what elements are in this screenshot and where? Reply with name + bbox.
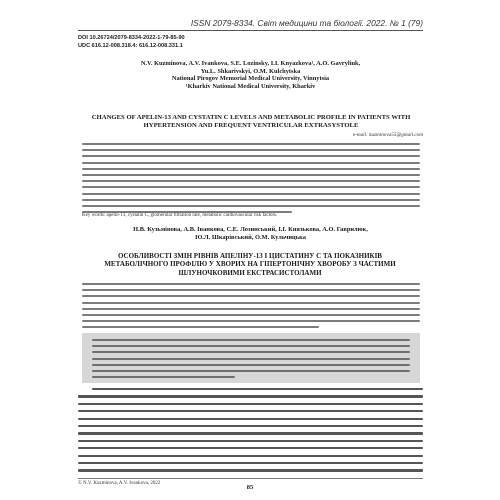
affiliation-2: ¹Kharkiv National Medical University, Kharkiv (185, 82, 316, 90)
page-number: 85 (246, 484, 254, 491)
contact-email: e-mail: kuzminova55@gmail.com (352, 132, 423, 138)
introduction-text (78, 388, 423, 477)
doi: DOI 10.26724/2079-8334-2022-1-79-85-90 (78, 35, 185, 41)
copyright-notice: © N.V. Kuzminova, A.V. Ivankova, 2022 (78, 481, 161, 486)
funding-note-box (82, 333, 420, 383)
udc: UDC 616.12-008.318.4: 616.12-008.331.1 (78, 43, 183, 49)
keywords-en: Key words: apelin-13, cystatin C, glomerular filtration rate, metabolic cardiovascular risk factors. (82, 213, 278, 218)
author-names-ua-line-1: Н.В. Кузьмінова, А.В. Іванкова, С.Е. Лозинський, І.І. Князькова, А.О. Гаврилюк, (133, 226, 368, 233)
authors-en-block (78, 60, 423, 90)
author-names-line-1: N.V. Kuzminova, A.V. Ivankova, S.E. Lozinsky, I.I. Knyazkova¹, A.O. Gavryliuk, (140, 60, 361, 67)
abstract-en (82, 143, 420, 217)
affiliation-1: National Pirogov Memorial Medical University, Vinnytsia (171, 75, 330, 83)
article-title-en: CHANGES OF APELIN-13 AND CYSTATIN C LEVELS AND METABOLIC PROFILE IN PATIENTS WITH HYPERTENSION AND FREQUENT VENTRICULAR EXTRASYSTOLE (91, 114, 411, 130)
footer-rule (78, 478, 423, 479)
article-title-ua: ОСОБЛИВОСТІ ЗМІН РІВНІВ АПЕЛІНУ-13 І ЦИСТАТИНУ С ТА ПОКАЗНИКІВ МЕТАБОЛІЧНОГО ПРОФІЛЮ У ХВОРИХ НА ГІПЕРТОНІЧНУ ХВОРОБУ З ЧАСТИМИ ШЛУНОЧКОВИМИ ЕКСТРАСИСТОЛАМИ (104, 252, 396, 277)
journal-header (78, 17, 423, 31)
journal-title: ISSN 2079-8334. Світ медицини та біології. 2022. № 1 (79) (190, 18, 423, 28)
author-names-line-2: Yu.L. Shkarivskyi, O.M. Kulchytska (200, 67, 301, 75)
author-names-ua-line-2: Ю.Л. Шкарівський, О.М. Кульчицька (195, 233, 306, 241)
abstract-ua (82, 283, 420, 333)
authors-ua-block (78, 226, 423, 241)
